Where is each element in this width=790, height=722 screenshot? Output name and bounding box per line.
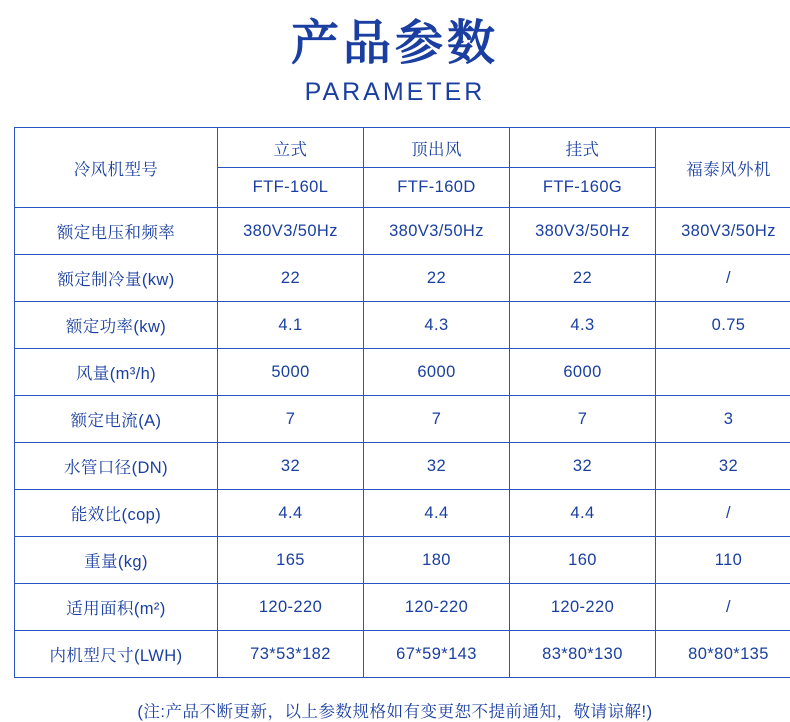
row-cell: 22 [364, 255, 510, 302]
column-type-2: 顶出风 [364, 128, 510, 168]
row-cell: / [656, 584, 790, 631]
table-row [15, 443, 790, 490]
row-cell: 5000 [218, 349, 364, 396]
column-type-3: 挂式 [510, 128, 656, 168]
row-label: 额定电压和频率 [15, 208, 218, 255]
table-row [15, 349, 790, 396]
table-row [15, 302, 790, 349]
row-cell: 180 [364, 537, 510, 584]
row-cell: / [656, 255, 790, 302]
table-row [15, 631, 790, 678]
row-cell: 0.75 [656, 302, 790, 349]
row-cell: 120-220 [218, 584, 364, 631]
row-label: 额定制冷量(kw) [15, 255, 218, 302]
row-label: 能效比(cop) [15, 490, 218, 537]
table-row [15, 208, 790, 255]
row-cell: 73*53*182 [218, 631, 364, 678]
table-row [15, 396, 790, 443]
row-label: 额定功率(kw) [15, 302, 218, 349]
row-cell: 160 [510, 537, 656, 584]
table-header-row-type [15, 128, 790, 168]
row-cell: 380V3/50Hz [364, 208, 510, 255]
row-cell: 22 [218, 255, 364, 302]
page-title: 产品参数 [0, 14, 790, 74]
row-cell: 4.1 [218, 302, 364, 349]
row-cell: 83*80*130 [510, 631, 656, 678]
row-cell: 120-220 [364, 584, 510, 631]
row-cell: 165 [218, 537, 364, 584]
row-cell: 4.4 [218, 490, 364, 537]
table-row [15, 255, 790, 302]
row-cell: 4.3 [364, 302, 510, 349]
row-cell: 4.4 [364, 490, 510, 537]
row-cell: 32 [364, 443, 510, 490]
column-model-3: FTF-160G [510, 168, 656, 208]
column-model-1: FTF-160L [218, 168, 364, 208]
row-cell: 380V3/50Hz [510, 208, 656, 255]
row-label: 水管口径(DN) [15, 443, 218, 490]
row-label: 重量(kg) [15, 537, 218, 584]
row-cell: 4.4 [510, 490, 656, 537]
row-cell: / [656, 490, 790, 537]
column-outdoor-unit-header: 福泰风外机 [656, 128, 790, 208]
table-row [15, 584, 790, 631]
row-cell: 3 [656, 396, 790, 443]
title-block [0, 0, 790, 107]
row-cell: 4.3 [510, 302, 656, 349]
row-label: 适用面积(m²) [15, 584, 218, 631]
column-type-1: 立式 [218, 128, 364, 168]
row-cell: 380V3/50Hz [656, 208, 790, 255]
row-cell: 110 [656, 537, 790, 584]
row-cell: 80*80*135 [656, 631, 790, 678]
table-row [15, 490, 790, 537]
row-cell: 32 [218, 443, 364, 490]
page-subtitle: PARAMETER [0, 78, 790, 107]
row-cell: 6000 [510, 349, 656, 396]
row-cell: 7 [510, 396, 656, 443]
row-cell: 32 [510, 443, 656, 490]
row-cell: 67*59*143 [364, 631, 510, 678]
row-cell: 7 [218, 396, 364, 443]
row-cell: 22 [510, 255, 656, 302]
row-label: 风量(m³/h) [15, 349, 218, 396]
row-cell: 7 [364, 396, 510, 443]
row-label: 内机型尺寸(LWH) [15, 631, 218, 678]
row-cell: 32 [656, 443, 790, 490]
row-cell: 120-220 [510, 584, 656, 631]
row-cell: 380V3/50Hz [218, 208, 364, 255]
parameter-table-wrap [14, 127, 776, 678]
column-model-2: FTF-160D [364, 168, 510, 208]
row-label-header: 冷风机型号 [15, 128, 218, 208]
parameter-table [14, 127, 790, 678]
row-cell [656, 349, 790, 396]
footer-note: (注:产品不断更新，以上参数规格如有变更恕不提前通知，敬请谅解!) [0, 698, 790, 722]
row-cell: 6000 [364, 349, 510, 396]
table-row [15, 537, 790, 584]
row-label: 额定电流(A) [15, 396, 218, 443]
